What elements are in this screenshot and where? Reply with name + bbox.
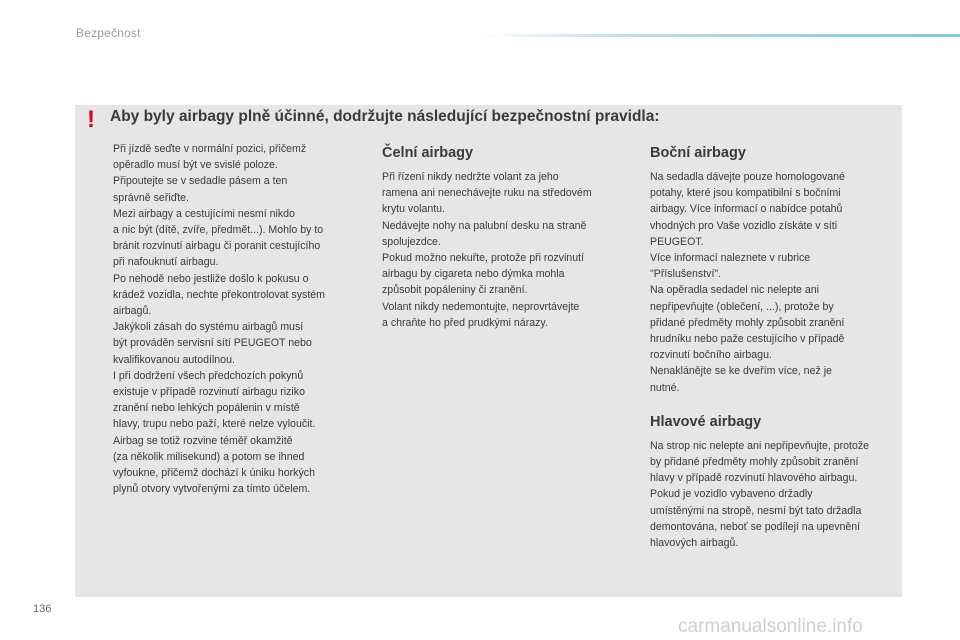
text-line: vhodných pro Vaše vozidlo získáte v síti: [650, 219, 838, 232]
text-line: demontována, neboť se podílejí na upevnění: [650, 520, 861, 533]
text-line: Pokud možno nekuřte, protože při rozvinutí: [382, 252, 584, 265]
text-line: hrudníku nebo paže cestujícího v případě: [650, 333, 845, 346]
text-line: opěradlo musí být ve svislé poloze.: [113, 159, 278, 172]
text-line: vyfoukne, přičemž dochází k úniku horkých: [113, 467, 315, 480]
head-airbags-text: [650, 438, 902, 551]
text-line: Více informací naleznete v rubrice: [650, 252, 811, 265]
page-number: 136: [33, 603, 52, 615]
text-line: Na strop nic nelepte ani nepřipevňujte, protože: [650, 439, 870, 452]
text-line: I při dodržení všech předchozích pokynů: [113, 369, 304, 382]
text-line: Airbag se totiž rozvine téměř okamžitě: [113, 434, 293, 447]
front-airbags-column: [382, 145, 632, 331]
text-line: Při jízdě seďte v normální pozici, přičemž: [113, 143, 307, 155]
text-line: Při řízení nikdy nedržte volant za jeho: [382, 171, 559, 183]
text-line: rozvinutí bočního airbagu.: [650, 349, 772, 362]
exclamation-warning-icon: !: [87, 106, 95, 133]
text-line: Jakýkoli zásah do systému airbagů musí: [113, 321, 304, 334]
text-line: by přidané předměty mohly způsobit zranění: [650, 456, 859, 469]
watermark: carmanualsonline.info: [678, 616, 863, 637]
head-airbags-title: Hlavové airbagy: [650, 413, 762, 430]
text-line: airbagy. Více informací o nabídce potahů: [650, 203, 843, 216]
text-line: potahy, které jsou kompatibilní s bočními: [650, 187, 841, 200]
text-line: ramena ani nenechávejte ruku na středovém: [382, 187, 592, 200]
side-airbags-title: Boční airbagy: [650, 145, 746, 161]
text-line: plynů otvory vytvořenými za tímto účelem.: [113, 483, 311, 496]
text-line: přidané předměty mohly způsobit zranění: [650, 316, 845, 329]
section-title: Bezpečnost: [76, 26, 141, 40]
text-line: Volant nikdy nedemontujte, neprovrtávejte: [382, 300, 580, 313]
text-line: PEUGEOT.: [650, 235, 704, 248]
text-line: při nafouknutí airbagu.: [113, 256, 219, 269]
text-line: správně seřiďte.: [113, 191, 189, 204]
text-line: zranění nebo lehkých popálenin v místě: [113, 402, 300, 415]
text-line: Po nehodě nebo jestliže došlo k pokusu o: [113, 272, 309, 285]
text-line: kvalifikovanou autodílnou.: [113, 353, 235, 366]
front-airbags-title: Čelní airbagy: [382, 145, 474, 161]
general-rules-column: [113, 141, 363, 497]
text-line: Na opěradla sedadel nic nelepte ani: [650, 284, 820, 297]
text-line: hlavových airbagů.: [650, 537, 739, 550]
text-line: airbagu by cigareta nebo dýmka mohla: [382, 268, 565, 281]
text-line: krádež vozidla, nechte překontrolovat systém: [113, 288, 325, 301]
text-line: a chraňte ho před prudkými nárazy.: [382, 316, 548, 329]
text-line: a nic být (dítě, zvíře, předmět...). Mohlo by to: [113, 224, 324, 237]
side-head-airbags-column: [650, 145, 902, 551]
front-airbags-text: [382, 169, 632, 331]
header-rule: [480, 34, 960, 37]
text-line: Pokud je vozidlo vybaveno držadly: [650, 488, 813, 501]
text-line: Mezi airbagy a cestujícími nesmí nikdo: [113, 207, 295, 220]
text-line: být prováděn servisní sítí PEUGEOT nebo: [113, 337, 312, 350]
text-line: Nedávejte nohy na palubní desku na straně: [382, 219, 587, 232]
text-line: existuje v případě rozvinutí airbagu riziko: [113, 386, 305, 399]
text-line: bránit rozvinutí airbagu či poranit cestujícího: [113, 240, 321, 253]
general-rules-text: [113, 141, 363, 497]
text-line: Na sedadla dávejte pouze homologované: [650, 171, 845, 183]
text-line: způsobit popáleniny či zranění.: [382, 284, 528, 297]
panel-heading: Aby byly airbagy plně účinné, dodržujte následující bezpečnostní pravidla:: [110, 108, 660, 125]
text-line: umístěnými na stropě, nesmí být tato držadla: [650, 504, 862, 517]
text-line: nepřipevňujte (oblečení, ...), protože by: [650, 300, 834, 313]
text-line: krytu volantu.: [382, 203, 446, 216]
text-line: hlavy v případě rozvinutí hlavového airbagu.: [650, 472, 858, 485]
text-line: airbagů.: [113, 305, 152, 318]
text-line: nutné.: [650, 381, 680, 394]
text-line: hlavy, trupu nebo paží, které nelze vyloučit.: [113, 418, 316, 431]
text-line: Připoutejte se v sedadle pásem a ten: [113, 175, 288, 188]
text-line: Nenaklánějte se ke dveřím více, než je: [650, 365, 832, 378]
text-line: "Příslušenství".: [650, 268, 722, 281]
text-line: (za několik milisekund) a potom se ihned: [113, 450, 305, 463]
side-airbags-text: [650, 169, 902, 396]
text-line: spolujezdce.: [382, 235, 441, 248]
